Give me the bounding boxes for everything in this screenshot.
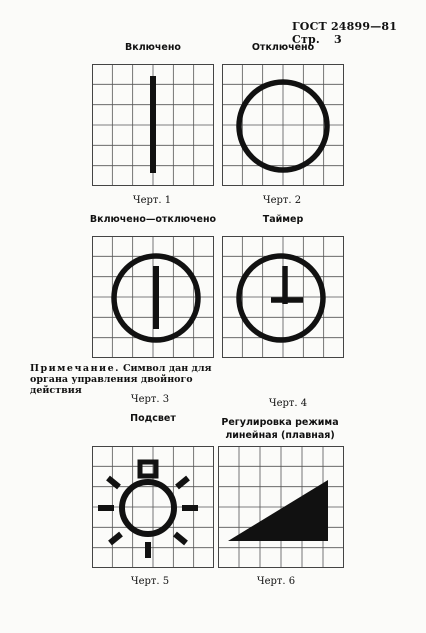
note-text: Символ дан для органа управления двойного действия [30, 363, 212, 396]
figure-3-title: Включено—отключено [89, 214, 217, 225]
page-number: 3 [333, 33, 342, 46]
figure-4-title: Таймер [262, 214, 304, 225]
linear-control-wedge [228, 480, 328, 541]
figure-5-drawing [92, 446, 214, 568]
figure-6-title: Регулировка режима линейная (плавная) [221, 417, 339, 441]
figure-3-drawing [92, 236, 214, 358]
figure-1-caption: Черт. 1 [132, 195, 172, 206]
page-label: Стр. [292, 33, 320, 46]
figure-2-caption: Черт. 2 [262, 195, 302, 206]
backlight-symbol [98, 462, 198, 558]
standard-number: ГОСТ 24899—81 [292, 20, 398, 33]
figure-6-caption: Черт. 6 [256, 576, 296, 587]
figure-6-drawing [218, 446, 344, 568]
figure-5-title: Подсвет [130, 413, 176, 424]
figure-1-drawing [92, 64, 214, 186]
note-lead: Примечание. [30, 363, 120, 374]
figure-4-caption: Черт. 4 [268, 398, 308, 409]
figure-3-note [30, 363, 222, 396]
figure-2-drawing [222, 64, 344, 186]
figure-2-title: Отключено [251, 42, 315, 53]
figure-4-drawing [222, 236, 344, 358]
figure-1-title: Включено [125, 42, 181, 53]
figure-3-caption: Черт. 3 [130, 394, 170, 405]
figure-5-caption: Черт. 5 [130, 576, 170, 587]
